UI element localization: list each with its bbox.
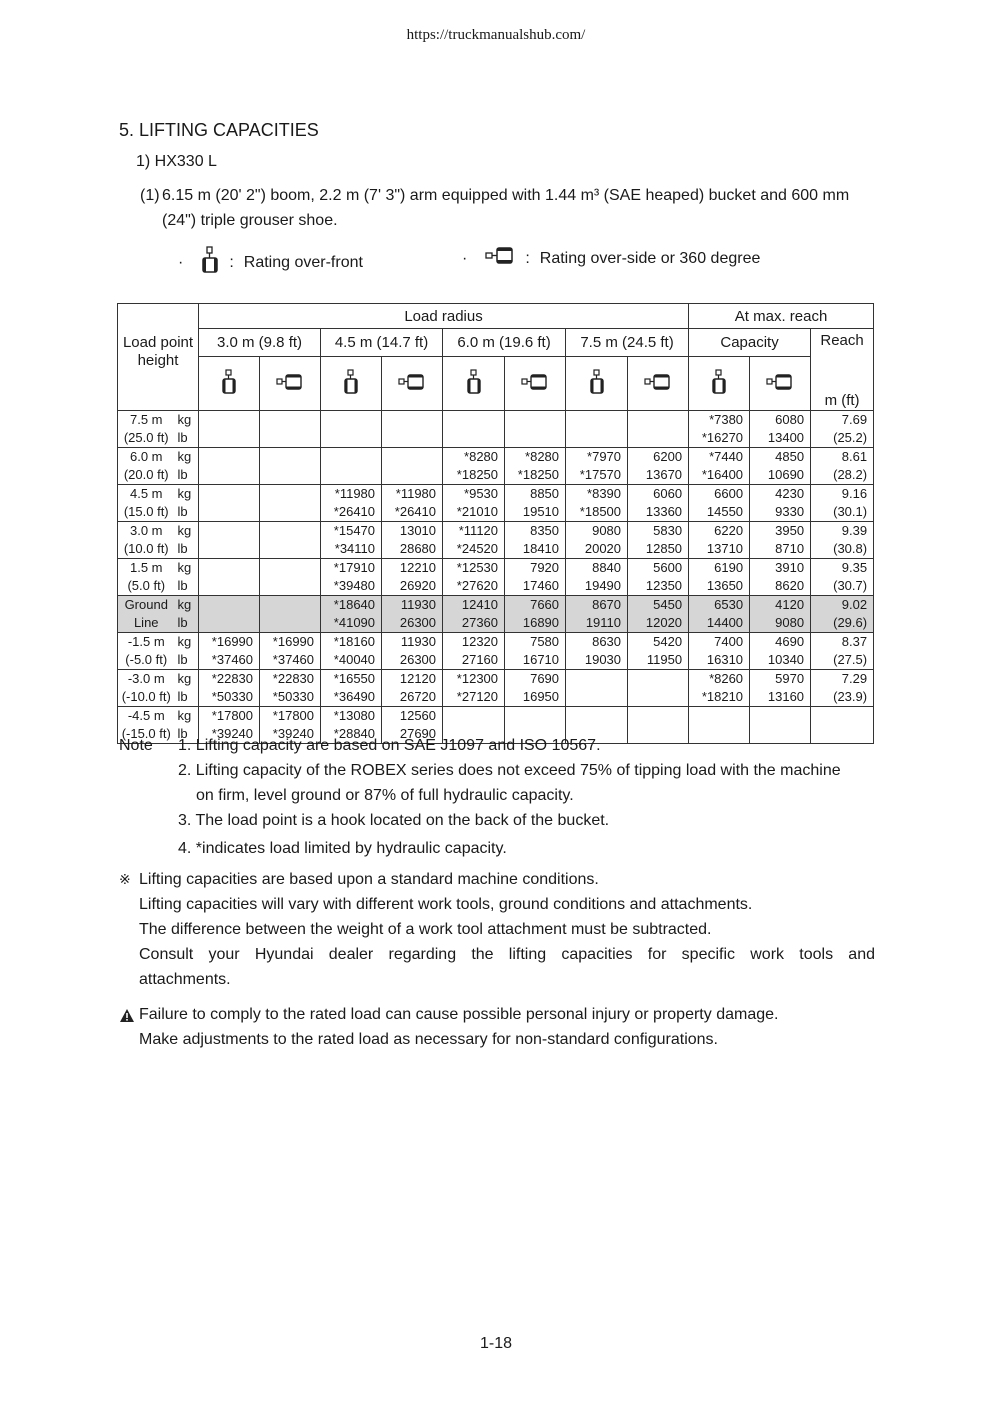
unit-cell: kg lb bbox=[175, 448, 199, 485]
capacity-cell: *8390 *18500 bbox=[566, 485, 628, 522]
unit-cell: kg lb bbox=[175, 559, 199, 596]
legend-bullet: · bbox=[462, 249, 468, 267]
legend-colon: : bbox=[525, 249, 530, 267]
reach-label: Reach bbox=[820, 332, 864, 349]
table-row bbox=[118, 559, 874, 596]
capacity-cell: 6060 13360 bbox=[628, 485, 689, 522]
capacity-cell: 5600 12350 bbox=[628, 559, 689, 596]
over-front-icon bbox=[199, 357, 260, 411]
capacity-cell: *12530 *27620 bbox=[443, 559, 505, 596]
load-point-cell: -3.0 m (-10.0 ft) bbox=[118, 670, 175, 707]
note-item: 4. *indicates load limited by hydraulic capacity. bbox=[178, 840, 507, 857]
capacity-cell: 11930 26300 bbox=[382, 633, 443, 670]
capacity-cell bbox=[199, 522, 260, 559]
spec-paragraph bbox=[140, 183, 875, 233]
table-row bbox=[118, 485, 874, 522]
capacity-cell: 5450 12020 bbox=[628, 596, 689, 633]
capacity-cell: 12560 27690 bbox=[382, 707, 443, 744]
capacity-cell: 4690 10340 bbox=[750, 633, 811, 670]
table-row bbox=[118, 448, 874, 485]
capacity-cell: *8280 *18250 bbox=[505, 448, 566, 485]
capacity-cell: 6190 13650 bbox=[689, 559, 750, 596]
table-row bbox=[118, 411, 874, 448]
source-url: https://truckmanualshub.com/ bbox=[406, 27, 586, 43]
reach-cell: 9.02 (29.6) bbox=[811, 596, 874, 633]
capacity-cell: 6600 14550 bbox=[689, 485, 750, 522]
capacity-cell: 7400 16310 bbox=[689, 633, 750, 670]
capacity-cell: *9530 *21010 bbox=[443, 485, 505, 522]
table-row bbox=[118, 633, 874, 670]
warning-section bbox=[119, 1002, 875, 1052]
reach-cell: 8.61 (28.2) bbox=[811, 448, 874, 485]
reach-cell: 7.69 (25.2) bbox=[811, 411, 874, 448]
capacity-cell: 7660 16890 bbox=[505, 596, 566, 633]
capacity-cell: 11930 26300 bbox=[382, 596, 443, 633]
over-front-icon bbox=[201, 246, 219, 279]
load-point-cell: -1.5 m (-5.0 ft) bbox=[118, 633, 175, 670]
load-point-cell: 1.5 m (5.0 ft) bbox=[118, 559, 175, 596]
capacity-cell: *8260 *18210 bbox=[689, 670, 750, 707]
reach-cell: 9.39 (30.8) bbox=[811, 522, 874, 559]
capacity-cell: *8280 *18250 bbox=[443, 448, 505, 485]
capacity-cell bbox=[505, 411, 566, 448]
capacity-cell: *17800 *39240 bbox=[260, 707, 321, 744]
note-item: 1. Lifting capacity are based on SAE J1097 and ISO 10567. bbox=[178, 737, 601, 754]
capacity-cell bbox=[321, 411, 382, 448]
note-item-continued: on firm, level ground or 87% of full hydraulic capacity. bbox=[196, 787, 574, 804]
capacity-cell: *13080 *28840 bbox=[321, 707, 382, 744]
capacity-cell bbox=[199, 596, 260, 633]
capacity-cell: 7920 17460 bbox=[505, 559, 566, 596]
note-label: Note bbox=[119, 737, 153, 754]
warning-triangle-icon bbox=[119, 1006, 135, 1031]
capacity-cell: 6530 14400 bbox=[689, 596, 750, 633]
capacity-cell: *16990 *37460 bbox=[199, 633, 260, 670]
capacity-cell: 4850 10690 bbox=[750, 448, 811, 485]
reach-cell: 9.35 (30.7) bbox=[811, 559, 874, 596]
capacity-cell bbox=[199, 559, 260, 596]
warning-line: Failure to comply to the rated load can cause possible personal injury or property damage. bbox=[139, 1006, 779, 1023]
capacity-cell: 8850 19510 bbox=[505, 485, 566, 522]
capacity-cell bbox=[260, 596, 321, 633]
capacity-cell: 12410 27360 bbox=[443, 596, 505, 633]
legend-bullet: · bbox=[178, 253, 184, 271]
capacity-cell bbox=[321, 448, 382, 485]
table-row bbox=[118, 670, 874, 707]
capacity-cell: 5830 12850 bbox=[628, 522, 689, 559]
remark-line: Consult your Hyundai dealer regarding the lifting capacities for specific work tools and bbox=[139, 946, 875, 963]
note-item: 3. The load point is a hook located on the back of the bucket. bbox=[178, 812, 610, 829]
capacity-cell: *22830 *50330 bbox=[199, 670, 260, 707]
over-side-icon bbox=[382, 357, 443, 411]
load-point-cell: -4.5 m (-15.0 ft) bbox=[118, 707, 175, 744]
reference-mark: ※ bbox=[119, 871, 131, 887]
unit-cell: kg lb bbox=[175, 670, 199, 707]
capacity-cell: 8670 19110 bbox=[566, 596, 628, 633]
spec-line-1: 6.15 m (20' 2") boom, 2.2 m (7' 3") arm equipped with 1.44 m³ (SAE heaped) bucket and 600 mm bbox=[162, 187, 850, 204]
capacity-header: Capacity bbox=[689, 329, 811, 357]
unit-cell: kg lb bbox=[175, 522, 199, 559]
capacity-cell: 7690 16950 bbox=[505, 670, 566, 707]
capacity-cell: 12320 27160 bbox=[443, 633, 505, 670]
capacity-cell: *12300 *27120 bbox=[443, 670, 505, 707]
legend-over-side bbox=[462, 246, 760, 271]
radius-header: 3.0 m (9.8 ft) bbox=[199, 329, 321, 357]
capacity-cell: 8630 19030 bbox=[566, 633, 628, 670]
capacity-cell: 7580 16710 bbox=[505, 633, 566, 670]
unit-cell: kg lb bbox=[175, 633, 199, 670]
load-point-cell: 7.5 m (25.0 ft) bbox=[118, 411, 175, 448]
capacity-cell: 9080 20020 bbox=[566, 522, 628, 559]
capacity-cell bbox=[199, 485, 260, 522]
capacity-cell: *17910 *39480 bbox=[321, 559, 382, 596]
capacity-cell: 5420 11950 bbox=[628, 633, 689, 670]
load-point-cell: Ground Line bbox=[118, 596, 175, 633]
section-title: 5. LIFTING CAPACITIES bbox=[119, 120, 319, 140]
over-side-icon bbox=[505, 357, 566, 411]
remark-line: Lifting capacities will vary with different work tools, ground conditions and attachments. bbox=[139, 896, 753, 913]
spec-number: (1) bbox=[140, 187, 160, 204]
load-point-height-header: Load point height bbox=[118, 304, 199, 411]
over-side-icon bbox=[485, 246, 515, 271]
capacity-cell: 4230 9330 bbox=[750, 485, 811, 522]
remark-line: attachments. bbox=[139, 971, 231, 988]
capacity-cell bbox=[628, 411, 689, 448]
load-point-cell: 6.0 m (20.0 ft) bbox=[118, 448, 175, 485]
max-reach-header: At max. reach bbox=[689, 304, 874, 329]
capacity-cell bbox=[443, 411, 505, 448]
table-row bbox=[118, 596, 874, 633]
capacity-cell: *7440 *16400 bbox=[689, 448, 750, 485]
capacity-cell: 13010 28680 bbox=[382, 522, 443, 559]
table-row bbox=[118, 522, 874, 559]
capacity-cell: *16550 *36490 bbox=[321, 670, 382, 707]
over-front-icon bbox=[443, 357, 505, 411]
over-front-icon bbox=[321, 357, 382, 411]
warning-line: Make adjustments to the rated load as necessary for non-standard configurations. bbox=[139, 1031, 718, 1048]
capacity-cell bbox=[260, 411, 321, 448]
over-side-icon bbox=[628, 357, 689, 411]
capacity-cell: *7970 *17570 bbox=[566, 448, 628, 485]
over-side-icon bbox=[260, 357, 321, 411]
capacity-cell: 8840 19490 bbox=[566, 559, 628, 596]
spec-line-2: (24") triple grouser shoe. bbox=[162, 212, 338, 229]
radius-header: 4.5 m (14.7 ft) bbox=[321, 329, 443, 357]
capacity-cell: 3910 8620 bbox=[750, 559, 811, 596]
remark-section bbox=[119, 867, 875, 992]
reach-cell: 8.37 (27.5) bbox=[811, 633, 874, 670]
capacity-cell: 8350 18410 bbox=[505, 522, 566, 559]
over-front-icon bbox=[566, 357, 628, 411]
capacity-cell: *16990 *37460 bbox=[260, 633, 321, 670]
capacity-cell bbox=[382, 448, 443, 485]
capacity-cell: 6220 13710 bbox=[689, 522, 750, 559]
capacity-cell: 6200 13670 bbox=[628, 448, 689, 485]
capacity-cell bbox=[260, 559, 321, 596]
capacity-cell bbox=[199, 411, 260, 448]
note-item: 2. Lifting capacity of the ROBEX series does not exceed 75% of tipping load with the machine bbox=[178, 762, 841, 779]
capacity-cell: *11120 *24520 bbox=[443, 522, 505, 559]
over-front-icon bbox=[689, 357, 750, 411]
capacity-cell: 3950 8710 bbox=[750, 522, 811, 559]
capacity-cell: 5970 13160 bbox=[750, 670, 811, 707]
capacity-cell bbox=[566, 411, 628, 448]
capacity-cell: *17800 *39240 bbox=[199, 707, 260, 744]
reach-unit: m (ft) bbox=[824, 392, 860, 409]
capacity-cell: *22830 *50330 bbox=[260, 670, 321, 707]
notes-section bbox=[119, 733, 875, 861]
capacity-cell bbox=[382, 411, 443, 448]
unit-cell: kg lb bbox=[175, 411, 199, 448]
lifting-capacity-table bbox=[117, 303, 874, 744]
legend-over-front bbox=[178, 246, 363, 279]
page-number: 1-18 bbox=[479, 1335, 513, 1352]
capacity-cell: *11980 *26410 bbox=[321, 485, 382, 522]
capacity-cell bbox=[628, 670, 689, 707]
capacity-cell: *15470 *34110 bbox=[321, 522, 382, 559]
capacity-cell bbox=[199, 448, 260, 485]
capacity-cell: *7380 *16270 bbox=[689, 411, 750, 448]
unit-cell: kg lb bbox=[175, 596, 199, 633]
remark-line: Lifting capacities are based upon a standard machine conditions. bbox=[139, 871, 599, 888]
unit-cell: kg lb bbox=[175, 707, 199, 744]
unit-cell: kg lb bbox=[175, 485, 199, 522]
legend-side-label: Rating over-side or 360 degree bbox=[539, 249, 761, 267]
legend-front-label: Rating over-front bbox=[243, 253, 363, 271]
load-point-cell: 3.0 m (10.0 ft) bbox=[118, 522, 175, 559]
load-radius-header: Load radius bbox=[199, 304, 689, 329]
load-point-cell: 4.5 m (15.0 ft) bbox=[118, 485, 175, 522]
capacity-cell: 12120 26720 bbox=[382, 670, 443, 707]
reach-header bbox=[811, 329, 874, 411]
capacity-cell: 12210 26920 bbox=[382, 559, 443, 596]
capacity-cell: 6080 13400 bbox=[750, 411, 811, 448]
capacity-cell bbox=[260, 448, 321, 485]
over-side-icon bbox=[750, 357, 811, 411]
model-heading: 1) HX330 L bbox=[136, 153, 217, 170]
remark-line: The difference between the weight of a work tool attachment must be subtracted. bbox=[139, 921, 712, 938]
capacity-cell: 4120 9080 bbox=[750, 596, 811, 633]
capacity-cell bbox=[566, 670, 628, 707]
radius-header: 6.0 m (19.6 ft) bbox=[443, 329, 566, 357]
legend-colon: : bbox=[229, 253, 234, 271]
reach-cell: 7.29 (23.9) bbox=[811, 670, 874, 707]
capacity-cell: *18640 *41090 bbox=[321, 596, 382, 633]
capacity-cell bbox=[260, 485, 321, 522]
capacity-cell bbox=[260, 522, 321, 559]
radius-header: 7.5 m (24.5 ft) bbox=[566, 329, 689, 357]
reach-cell: 9.16 (30.1) bbox=[811, 485, 874, 522]
capacity-cell: *11980 *26410 bbox=[382, 485, 443, 522]
capacity-cell: *18160 *40040 bbox=[321, 633, 382, 670]
